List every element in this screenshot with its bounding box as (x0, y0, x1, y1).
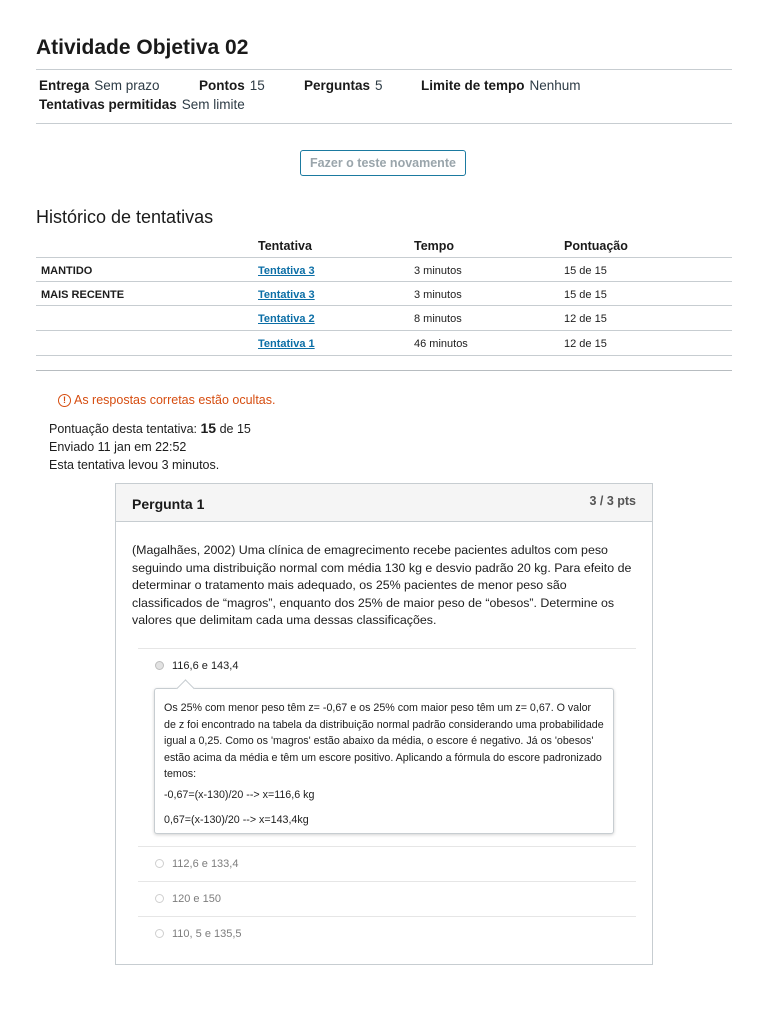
comment-formula-2: 0,67=(x-130)/20 --> x=143,4kg (164, 814, 309, 826)
history-title: Histórico de tentativas (36, 207, 214, 227)
radio-icon[interactable] (155, 894, 164, 903)
radio-selected-icon[interactable] (155, 661, 164, 670)
answer-option-2[interactable] (138, 846, 636, 882)
attempt-score: 15 de 15 (564, 289, 607, 301)
answer-label: 120 e 150 (172, 893, 221, 905)
answer-option-3[interactable] (138, 881, 636, 917)
attempt-score-line: Pontuação desta tentativa: 15 de 15 (49, 420, 251, 436)
detail-entrega: Entrega Sem prazo (39, 78, 160, 93)
answer-comment (154, 688, 614, 834)
header-tempo: Tempo (414, 239, 455, 253)
notice-text: As respostas corretas estão ocultas. (74, 393, 276, 407)
question-card (115, 483, 653, 965)
divider (36, 370, 732, 371)
answer-label: 116,6 e 143,4 (172, 660, 239, 672)
divider (36, 69, 732, 70)
radio-icon[interactable] (155, 859, 164, 868)
answer-label: 112,6 e 133,4 (172, 858, 239, 870)
attempt-time: 46 minutos (414, 338, 468, 350)
detail-tentativas: Tentativas permitidas Sem limite (39, 97, 245, 112)
header-pontuacao: Pontuação (564, 239, 628, 253)
radio-icon[interactable] (155, 929, 164, 938)
comment-formula-1: -0,67=(x-130)/20 --> x=116,6 kg (164, 789, 315, 801)
detail-pontos: Pontos 15 (199, 78, 265, 93)
attempt-time: 3 minutos (414, 265, 462, 277)
comment-text: Os 25% com menor peso têm z= -0,67 e os 25% com maior peso têm um z= 0,67. O valor de z foi encontrado na tabela da distribuição normal padrão considerando uma probabilidade igual a 0,25. Como os 'magros' estão abaixo da média, o escore é negativo. Já os 'obesos' estão acima da média e têm um escore positivo. Aplicando a fórmula do escore padronizado temos: (164, 702, 604, 780)
warning-icon: ! (58, 394, 71, 407)
answer-option-4[interactable] (138, 916, 636, 952)
attempt-score: 15 de 15 (564, 265, 607, 277)
attempt-link[interactable]: Tentativa 1 (258, 338, 315, 350)
question-points: 3 / 3 pts (589, 494, 636, 508)
attempt-time: 3 minutos (414, 289, 462, 301)
attempt-score: 12 de 15 (564, 338, 607, 350)
attempt-link[interactable]: Tentativa 3 (258, 289, 315, 301)
table-row (36, 281, 732, 306)
attempt-time: 8 minutos (414, 313, 462, 325)
header-tentativa: Tentativa (258, 239, 312, 253)
status-label: MAIS RECENTE (41, 289, 125, 301)
question-text: (Magalhães, 2002) Uma clínica de emagrecimento recebe pacientes adultos com peso seguindo uma distribuição normal com média 130 kg e desvio padrão 20 kg. Para efeito de determinar o tratamento mais adequado, os 25% pacientes de menor peso são classificados de “magros”, enquanto dos 25% de maior peso de “obesos”. Determine os valores que delimitam cada uma dessas classificações. (132, 543, 632, 627)
detail-limite: Limite de tempo Nenhum (421, 78, 581, 93)
answer-label: 110, 5 e 135,5 (172, 928, 242, 940)
attempt-link[interactable]: Tentativa 2 (258, 313, 315, 325)
question-header (116, 484, 652, 522)
question-title: Pergunta 1 (132, 496, 205, 512)
divider (36, 355, 732, 356)
retake-quiz-button[interactable]: Fazer o teste novamente (300, 150, 466, 176)
hidden-answers-notice (58, 393, 275, 407)
submitted-text: Enviado 11 jan em 22:52 (49, 440, 187, 454)
status-label: MANTIDO (41, 265, 93, 277)
divider (36, 123, 732, 124)
table-row (36, 330, 732, 355)
attempt-link[interactable]: Tentativa 3 (258, 265, 315, 277)
duration-text: Esta tentativa levou 3 minutos. (49, 458, 220, 472)
attempt-score: 12 de 15 (564, 313, 607, 325)
table-row (36, 305, 732, 330)
detail-perguntas: Perguntas 5 (304, 78, 383, 93)
page-title: Atividade Objetiva 02 (36, 36, 249, 59)
table-row (36, 257, 732, 282)
